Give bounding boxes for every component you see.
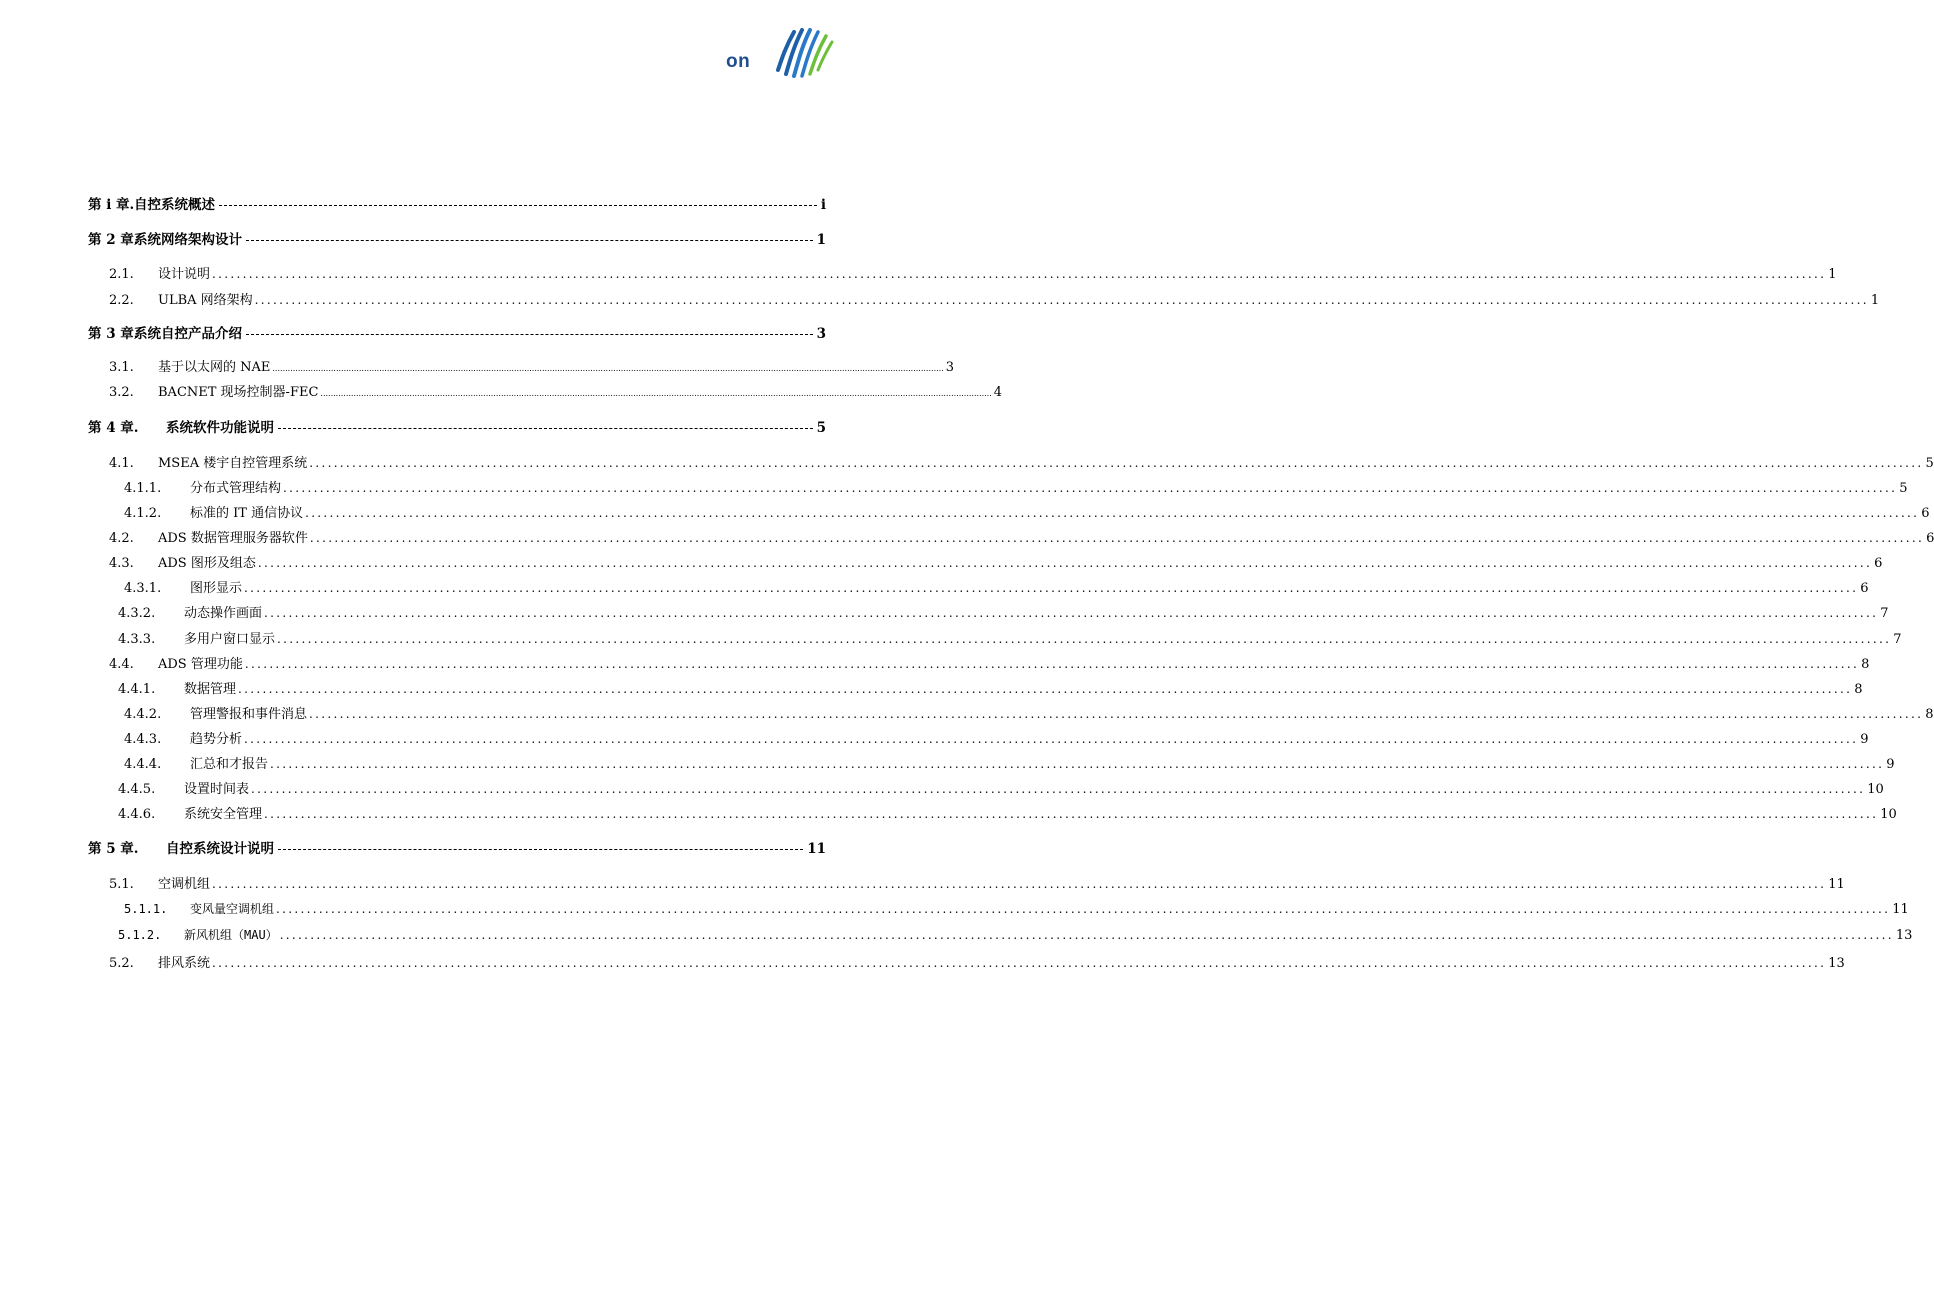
toc-page-number: 8	[1861, 657, 1870, 672]
toc-subsection-4-4-6[interactable]	[118, 806, 1897, 822]
logo-text: on	[726, 51, 751, 72]
toc-page-number: 9	[1860, 732, 1869, 747]
toc-leader: ........................................................................................................................................................................................................................................................................	[212, 956, 1827, 970]
toc-title: 趋势分析	[190, 732, 243, 747]
toc-subsection-4-4-1[interactable]	[118, 681, 1863, 697]
toc-number: 5.1.2.	[118, 928, 162, 942]
toc-title: 自控系统设计说明	[166, 841, 274, 857]
toc-number: 5.1.	[109, 877, 134, 892]
toc-number: 2.1.	[109, 267, 134, 282]
toc-number: 5.1.1.	[124, 902, 168, 916]
toc-title: ADS 管理功能	[158, 657, 243, 672]
toc-title: 数据管理	[184, 682, 237, 697]
toc-subsection-4-1-2[interactable]	[124, 505, 1930, 521]
toc-number: 4.1.	[109, 456, 134, 471]
toc-page-number: 9	[1886, 757, 1895, 772]
toc-page-number: 7	[1893, 632, 1902, 647]
toc-subsection-4-4-5[interactable]	[118, 781, 1884, 797]
toc-subsection-4-3-2[interactable]	[118, 605, 1889, 621]
toc-page-number: 6	[1860, 581, 1869, 596]
toc-page-number: 5	[1899, 481, 1908, 496]
toc-section-4-1[interactable]	[109, 455, 1934, 471]
toc-leader: ........................................................................................................................................................................................................................................................................	[320, 389, 992, 398]
toc-leader: ........................................................................................................................................................................................................................................................................	[238, 682, 1853, 696]
toc-subsection-4-3-1[interactable]	[124, 580, 1869, 596]
toc-chapter-4[interactable]	[88, 420, 826, 436]
toc-title: 系统软件功能说明	[166, 420, 274, 436]
toc-section-2-1[interactable]	[109, 266, 1837, 282]
toc-subsection-4-4-2[interactable]	[124, 706, 1934, 722]
toc-title: 分布式管理结构	[190, 481, 282, 496]
toc-number: 4.4.2.	[124, 707, 162, 722]
toc-leader: ........................................................................................................................................................................................................................................................................	[264, 606, 1879, 620]
toc-subsection-4-3-3[interactable]	[118, 631, 1902, 647]
toc-number: 第 5 章.	[88, 841, 139, 857]
toc-section-4-4[interactable]	[109, 656, 1870, 672]
toc-title: 图形显示	[190, 581, 243, 596]
toc-leader: ........................................................................................................................................................................................................................................................................	[212, 267, 1827, 281]
toc-page-number: 11	[807, 841, 826, 857]
toc-title: 标准的 IT 通信协议	[190, 506, 304, 521]
toc-number: 4.2.	[109, 531, 134, 546]
toc-section-4-3[interactable]	[109, 555, 1883, 571]
toc-number: 4.3.3.	[118, 632, 156, 647]
toc-leader: ........................................................................................................................................................................................................................................................................	[254, 293, 1869, 307]
toc-leader: ........................................................................................................................................................................................................................................................................	[244, 581, 1859, 595]
toc-page-number: 6	[1921, 506, 1930, 521]
toc-number: 3.1.	[109, 360, 134, 375]
toc-number: 第 i 章.	[88, 197, 135, 213]
toc-leader: ........................................................................................................................................................................................................................................................................	[264, 807, 1879, 821]
toc-leader: ........................................................................................................................................................................................................................................................................	[309, 531, 1925, 545]
toc-subsection-4-1-1[interactable]	[124, 480, 1908, 496]
toc-chapter-1[interactable]	[88, 197, 826, 213]
toc-page-number: 5	[816, 420, 826, 436]
toc-title: 空调机组	[158, 877, 211, 892]
toc-section-5-1[interactable]	[109, 876, 1845, 892]
toc-page-number: 10	[1880, 807, 1897, 822]
toc-title: BACNET 现场控制器-FEC	[158, 385, 319, 400]
toc-number: 4.1.2.	[124, 506, 162, 521]
toc-chapter-2[interactable]	[88, 232, 826, 248]
toc-leader: ........................................................................................................................................................................................................................................................................	[272, 364, 944, 373]
toc-number: 第 3 章.	[88, 326, 139, 342]
toc-number: 4.4.3.	[124, 732, 162, 747]
toc-leader: ........................................................................................................................................................................................................................................................................	[277, 632, 1892, 646]
toc-page-number: 1	[1870, 293, 1880, 308]
toc-leader: ........................................................................................................................................................................................................................................................................	[244, 732, 1859, 746]
toc-chapter-5[interactable]	[88, 841, 826, 857]
toc-section-3-2[interactable]	[109, 385, 1003, 401]
toc-leader: ........................................................................................................................................................................................................................................................................	[244, 657, 1860, 671]
toc-section-3-1[interactable]	[109, 360, 955, 376]
toc-page-number: 6	[1926, 531, 1934, 546]
toc-leader: ........................................................................................................................................................................................................................................................................	[270, 757, 1885, 771]
toc-page-number: 8	[1925, 707, 1934, 722]
toc-title: ADS 图形及组态	[158, 556, 256, 571]
toc-page-number: 1	[816, 232, 826, 248]
toc-page-number: 11	[1892, 902, 1909, 917]
toc-title: 管理警报和事件消息	[190, 707, 308, 722]
toc-section-5-2[interactable]	[109, 955, 1845, 971]
toc-leader: ........................................................................................................................................................................................................................................................................	[251, 782, 1866, 796]
toc-title: 基于以太网的 NAE	[158, 360, 271, 375]
toc-leader: ........................................................................................................................................................................................................................................................................	[276, 902, 1891, 916]
toc-number: 5.2.	[109, 956, 134, 971]
toc-leader	[278, 849, 803, 850]
toc-page-number: 3	[816, 326, 826, 342]
toc-leader	[246, 240, 813, 241]
toc-subsection-5-1-2[interactable]	[118, 927, 1913, 943]
toc-title: 系统自控产品介绍	[134, 326, 242, 342]
toc-number: 第 4 章.	[88, 420, 139, 436]
toc-leader: ........................................................................................................................................................................................................................................................................	[305, 506, 1920, 520]
toc-title: 新风机组（MAU）	[184, 928, 278, 942]
toc-leader	[278, 428, 813, 429]
toc-title: 多用户窗口显示	[184, 632, 276, 647]
toc-section-4-2[interactable]	[109, 530, 1934, 546]
toc-title: 设置时间表	[184, 782, 250, 797]
toc-title: 汇总和才报告	[190, 757, 269, 772]
toc-number: 4.3.	[109, 556, 134, 571]
toc-chapter-3[interactable]	[88, 326, 826, 342]
toc-title: 变风量空调机组	[190, 902, 275, 916]
toc-page-number: 1	[1828, 267, 1837, 282]
toc-number: 4.1.1.	[124, 481, 162, 496]
toc-page-number: 13	[1828, 956, 1845, 971]
toc-title: 系统网络架构设计	[134, 232, 242, 248]
toc-number: 3.2.	[109, 385, 134, 400]
toc-title: 排风系统	[158, 956, 211, 971]
toc-leader: ........................................................................................................................................................................................................................................................................	[279, 928, 1894, 942]
toc-page-number: 8	[1854, 682, 1863, 697]
toc-leader: ........................................................................................................................................................................................................................................................................	[283, 481, 1898, 495]
toc-title: ULBA 网络架构	[158, 293, 253, 308]
toc-subsection-4-4-3[interactable]	[124, 731, 1869, 747]
toc-leader: ........................................................................................................................................................................................................................................................................	[212, 877, 1827, 891]
toc-title: 自控系统概述	[134, 197, 215, 213]
toc-subsection-4-4-4[interactable]	[124, 756, 1895, 772]
toc-page-number: i	[820, 197, 826, 213]
toc-title: 系统安全管理	[184, 807, 263, 822]
toc-leader	[246, 334, 813, 335]
toc-leader: ........................................................................................................................................................................................................................................................................	[309, 456, 1924, 470]
toc-title: 动态操作画面	[184, 606, 263, 621]
toc-section-2-2[interactable]	[109, 292, 1880, 308]
toc-number: 4.4.4.	[124, 757, 162, 772]
toc-number: 4.4.	[109, 657, 134, 672]
toc-page-number: 11	[1828, 877, 1845, 892]
toc-title: MSEA 楼宇自控管理系统	[158, 456, 308, 471]
toc-number: 4.4.1.	[118, 682, 156, 697]
toc-leader: ........................................................................................................................................................................................................................................................................	[257, 556, 1873, 570]
toc-number: 第 2 章.	[88, 232, 139, 248]
toc-number: 4.3.1.	[124, 581, 162, 596]
toc-page-number: 4	[993, 385, 1003, 400]
toc-subsection-5-1-1[interactable]	[124, 901, 1909, 917]
toc-leader	[219, 205, 817, 206]
toc-title: ADS 数据管理服务器软件	[158, 531, 308, 546]
toc-number: 2.2.	[109, 293, 134, 308]
toc-page-number: 13	[1895, 928, 1913, 943]
toc-page-number: 10	[1867, 782, 1884, 797]
toc-number: 4.3.2.	[118, 606, 156, 621]
toc-page-number: 6	[1874, 556, 1883, 571]
toc-leader: ........................................................................................................................................................................................................................................................................	[309, 707, 1924, 721]
toc-page-number: 3	[945, 360, 955, 375]
toc-page-number: 5	[1925, 456, 1934, 471]
toc-number: 4.4.6.	[118, 807, 156, 822]
toc-page-number: 7	[1880, 606, 1889, 621]
toc-number: 4.4.5.	[118, 782, 156, 797]
toc-title: 设计说明	[158, 267, 211, 282]
